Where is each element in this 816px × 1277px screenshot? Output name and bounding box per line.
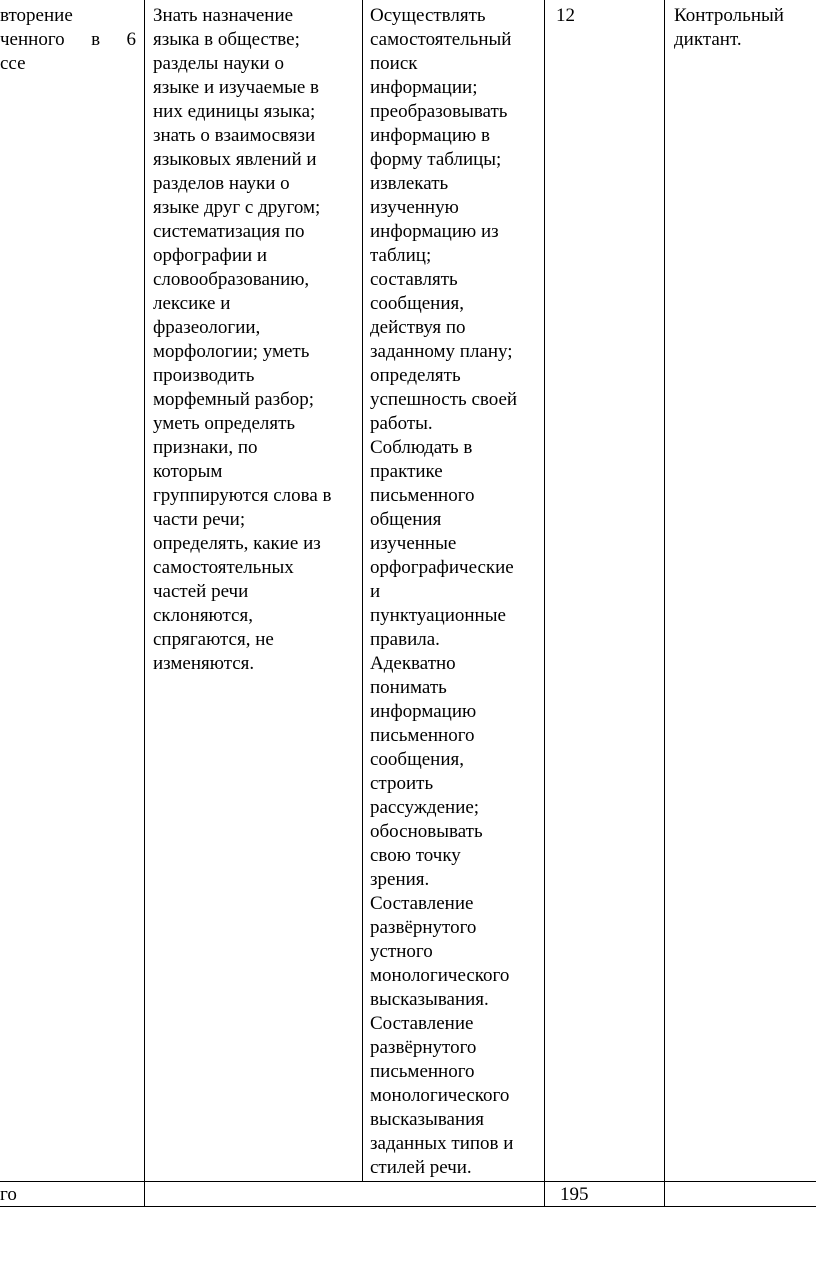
- knowledge-line: морфемный разбор;: [153, 389, 315, 410]
- topic-word: в: [91, 29, 101, 50]
- activities-line: таблиц;: [370, 245, 432, 266]
- activities-line: свою точку: [370, 845, 461, 866]
- activities-line: Составление: [370, 1013, 474, 1034]
- activities-line: информацию: [370, 701, 477, 722]
- activities-line: успешность своей: [370, 389, 518, 410]
- topic-cell: [0, 4, 140, 76]
- topic-line: вторение: [0, 5, 73, 26]
- activities-line: Составление: [370, 893, 474, 914]
- knowledge-cell: [153, 4, 358, 676]
- activities-line: понимать: [370, 677, 447, 698]
- total-label-cell: [0, 1183, 140, 1207]
- knowledge-line: орфографии и: [153, 245, 268, 266]
- knowledge-line: разделов науки о: [153, 173, 290, 194]
- knowledge-line: разделы науки о: [153, 53, 284, 74]
- activities-line: устного: [370, 941, 433, 962]
- knowledge-line: морфологии; уметь: [153, 341, 310, 362]
- knowledge-line: производить: [153, 365, 255, 386]
- topic-justified-line: [0, 28, 136, 52]
- activities-line: письменного: [370, 1061, 475, 1082]
- activities-line: письменного: [370, 485, 475, 506]
- total-hours-cell: [560, 1183, 660, 1207]
- knowledge-line: части речи;: [153, 509, 246, 530]
- activities-line: орфографические: [370, 557, 514, 578]
- knowledge-line: лексике и: [153, 293, 231, 314]
- activities-line: Адекватно: [370, 653, 456, 674]
- activities-line: монологического: [370, 965, 510, 986]
- activities-line: заданному плану;: [370, 341, 513, 362]
- activities-line: практике: [370, 461, 443, 482]
- knowledge-line: них единицы языка;: [153, 101, 316, 122]
- activities-line: изученные: [370, 533, 457, 554]
- column-border-4: [664, 0, 665, 1207]
- activities-line: изученную: [370, 197, 459, 218]
- activities-line: поиск: [370, 53, 418, 74]
- activities-line: Соблюдать в: [370, 437, 473, 458]
- hours-value: 12: [556, 5, 575, 26]
- knowledge-line: группируются слова в: [153, 485, 332, 506]
- activities-line: составлять: [370, 269, 458, 290]
- activities-line: информации;: [370, 77, 478, 98]
- control-line: диктант.: [674, 29, 742, 50]
- knowledge-line: которым: [153, 461, 223, 482]
- knowledge-line: знать о взаимосвязи: [153, 125, 316, 146]
- row-border-1: [0, 1181, 816, 1182]
- activities-line: развёрнутого: [370, 1037, 477, 1058]
- activities-line: самостоятельный: [370, 29, 512, 50]
- knowledge-line: признаки, по: [153, 437, 258, 458]
- activities-line: зрения.: [370, 869, 430, 890]
- knowledge-line: языке друг с другом;: [153, 197, 321, 218]
- activities-line: общения: [370, 509, 442, 530]
- activities-line: правила.: [370, 629, 440, 650]
- control-line: Контрольный: [674, 5, 784, 26]
- topic-word: ченного: [0, 29, 65, 50]
- total-hours-value: 195: [560, 1184, 589, 1205]
- activities-line: письменного: [370, 725, 475, 746]
- knowledge-line: спрягаются, не: [153, 629, 274, 650]
- column-border-2: [362, 0, 363, 1181]
- activities-line: сообщения,: [370, 293, 464, 314]
- activities-line: сообщения,: [370, 749, 464, 770]
- knowledge-line: самостоятельных: [153, 557, 294, 578]
- activities-cell: [370, 4, 542, 1180]
- activities-line: преобразовывать: [370, 101, 508, 122]
- activities-line: определять: [370, 365, 461, 386]
- knowledge-line: языковых явлений и: [153, 149, 317, 170]
- knowledge-line: фразеологии,: [153, 317, 261, 338]
- knowledge-line: склоняются,: [153, 605, 253, 626]
- knowledge-line: систематизация по: [153, 221, 305, 242]
- knowledge-line: определять, какие из: [153, 533, 321, 554]
- activities-line: информацию из: [370, 221, 499, 242]
- activities-line: высказывания: [370, 1109, 485, 1130]
- activities-line: Осуществлять: [370, 5, 486, 26]
- knowledge-line: Знать назначение: [153, 5, 294, 26]
- knowledge-line: языка в обществе;: [153, 29, 300, 50]
- topic-line: ссе: [0, 53, 26, 74]
- activities-line: и: [370, 581, 381, 602]
- activities-line: действуя по: [370, 317, 466, 338]
- activities-line: пунктуационные: [370, 605, 506, 626]
- knowledge-line: словообразованию,: [153, 269, 310, 290]
- activities-line: форму таблицы;: [370, 149, 502, 170]
- hours-cell: [556, 4, 656, 28]
- activities-line: обосновывать: [370, 821, 483, 842]
- activities-line: высказывания.: [370, 989, 489, 1010]
- total-label: го: [0, 1184, 17, 1205]
- activities-line: рассуждение;: [370, 797, 480, 818]
- knowledge-line: изменяются.: [153, 653, 255, 674]
- knowledge-line: языке и изучаемые в: [153, 77, 320, 98]
- activities-line: стилей речи.: [370, 1157, 472, 1178]
- control-cell: [674, 4, 814, 52]
- column-border-1: [144, 0, 145, 1207]
- activities-line: извлекать: [370, 173, 449, 194]
- topic-word: 6: [126, 29, 136, 50]
- activities-line: информацию в: [370, 125, 490, 146]
- activities-line: монологического: [370, 1085, 510, 1106]
- activities-line: заданных типов и: [370, 1133, 514, 1154]
- knowledge-line: частей речи: [153, 581, 249, 602]
- column-border-3: [544, 0, 545, 1207]
- activities-line: работы.: [370, 413, 433, 434]
- activities-line: развёрнутого: [370, 917, 477, 938]
- knowledge-line: уметь определять: [153, 413, 296, 434]
- activities-line: строить: [370, 773, 434, 794]
